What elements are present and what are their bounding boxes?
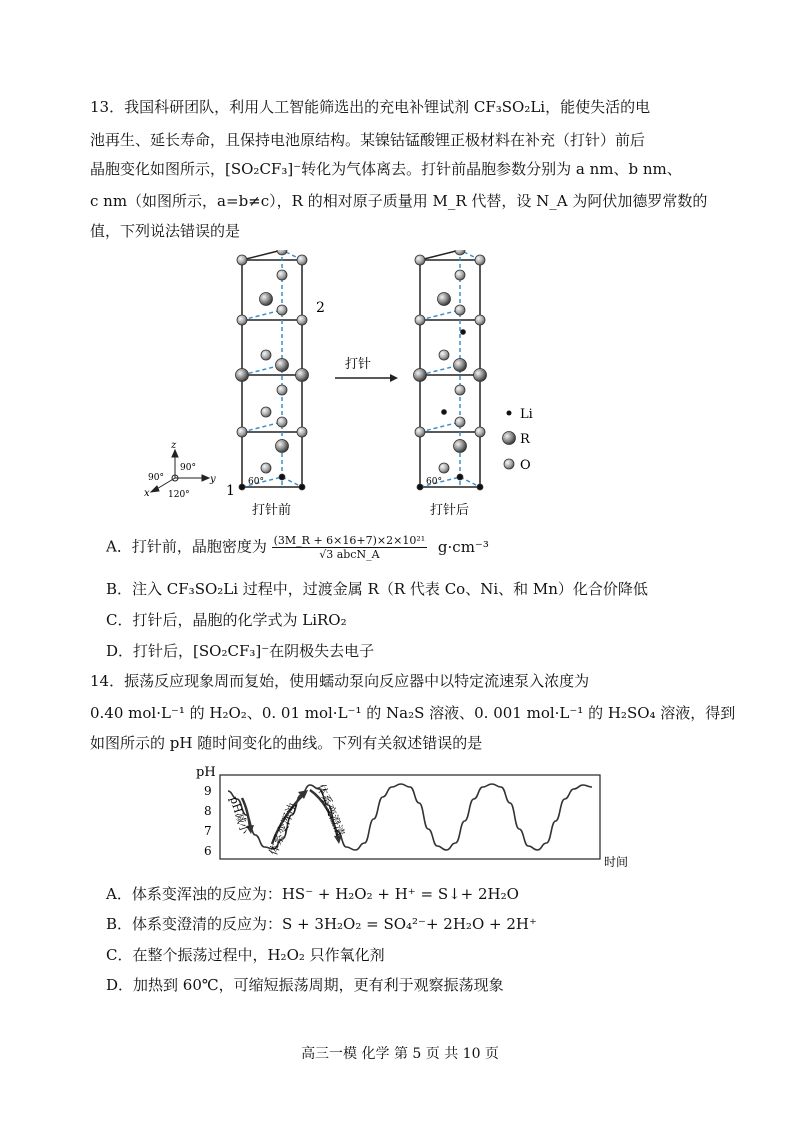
angle-90-left: 90°	[148, 473, 164, 483]
q14-line-3: 如图所示的 pH 随时间变化的曲线。下列有关叙述错误的是	[90, 734, 483, 752]
density-denominator: √3 abcN_A	[319, 548, 380, 561]
q13-line-1: 13．我国科研团队，利用人工智能筛选出的充电补锂试剂 CF₃SO₂Li，能使失活的电	[90, 98, 651, 116]
q14-line-2: 0.40 mol·L⁻¹ 的 H₂O₂、0. 01 mol·L⁻¹ 的 Na₂S 溶液、0. 001 mol·L⁻¹ 的 H₂SO₄ 溶液，得到	[90, 704, 736, 722]
q14-option-a: A．体系变浑浊的反应为：HS⁻ + H₂O₂ + H⁺ = S↓+ 2H₂O	[106, 885, 519, 903]
chart-ylabel: pH	[196, 765, 216, 780]
q13-line-4: c nm（如图所示，a=b≠c），R 的相对原子质量用 M_R 代替，设 N_A 为阿伏加德罗常数的	[90, 192, 708, 210]
q13-option-c: C．打针后，晶胞的化学式为 LiRO₂	[106, 611, 347, 629]
density-numerator: (3M_R + 6×16+7)×2×10²¹	[273, 534, 426, 547]
label-after: 打针后	[430, 503, 470, 518]
atoms-before	[236, 250, 309, 490]
annot-turbid: 体系变浑浊	[266, 801, 300, 858]
density-unit: g·cm⁻³	[437, 537, 489, 556]
page-footer: 高三一模 化学 第 5 页 共 10 页	[301, 1046, 499, 1062]
cell-after	[420, 250, 480, 487]
arrow-label: 打针	[345, 357, 372, 372]
q13-line-2: 池再生、延长寿命，且保持电池原结构。某镍钴锰酸锂正极材料在补充（打针）前后	[90, 131, 646, 149]
ytick-label: 6	[204, 844, 212, 858]
annot-ph-decrease: pH减小	[227, 794, 252, 836]
ph-chart	[190, 762, 650, 872]
legend-r-icon	[503, 432, 516, 445]
q14-option-c: C．在整个振荡过程中，H₂O₂ 只作氧化剂	[106, 946, 385, 964]
axis-z-label: z	[171, 440, 177, 451]
crystal-figure	[140, 250, 560, 522]
ytick-label: 7	[204, 824, 212, 838]
marker-2: 2	[316, 300, 325, 316]
chart-xlabel: 时间	[604, 855, 629, 869]
angle-60-after: 60°	[426, 477, 442, 487]
label-before: 打针前	[252, 503, 292, 518]
angle-120: 120°	[168, 490, 190, 500]
ytick-layer	[204, 784, 212, 858]
atoms-after	[414, 250, 487, 490]
q13-option-a	[106, 534, 489, 561]
axis-y-label: y	[210, 474, 216, 485]
right-arrow-icon	[335, 374, 398, 382]
legend-o-icon	[504, 459, 514, 469]
q13-option-b: B．注入 CF₃SO₂Li 过程中，过渡金属 R（R 代表 Co、Ni、和 Mn）化合价降低	[106, 580, 648, 598]
cell-before	[242, 250, 302, 487]
legend-o-label: O	[520, 458, 531, 473]
ytick-label: 8	[204, 804, 212, 818]
marker-1: 1	[226, 483, 235, 499]
angle-60-before: 60°	[248, 477, 264, 487]
q13-line-3: 晶胞变化如图所示，[SO₂CF₃]⁻转化为气体离去。打针前晶胞参数分别为 a nm、b nm、	[90, 160, 682, 178]
legend-r-label: R	[520, 432, 530, 447]
density-fraction	[272, 534, 428, 561]
q13-line-5: 值，下列说法错误的是	[90, 222, 241, 240]
annot-clear: 体系变澄清	[314, 782, 347, 839]
angle-90-right: 90°	[180, 463, 196, 473]
legend	[503, 407, 533, 473]
q13-option-d: D．打针后，[SO₂CF₃]⁻在阴极失去电子	[106, 642, 375, 660]
q13-option-a-prefix: A．打针前，晶胞密度为	[106, 537, 267, 556]
q14-line-1: 14．振荡反应现象周而复始，使用蠕动泵向反应器中以特定流速泵入浓度为	[90, 672, 590, 690]
ytick-label: 9	[204, 784, 212, 798]
legend-li-icon	[507, 411, 512, 416]
q14-option-b: B．体系变澄清的反应为：S + 3H₂O₂ = SO₄²⁻+ 2H₂O + 2H⁺	[106, 915, 537, 933]
q14-option-d: D．加热到 60℃，可缩短振荡周期，更有利于观察振荡现象	[106, 976, 504, 994]
axis-x-label: x	[144, 488, 150, 499]
legend-li-label: Li	[520, 407, 533, 422]
